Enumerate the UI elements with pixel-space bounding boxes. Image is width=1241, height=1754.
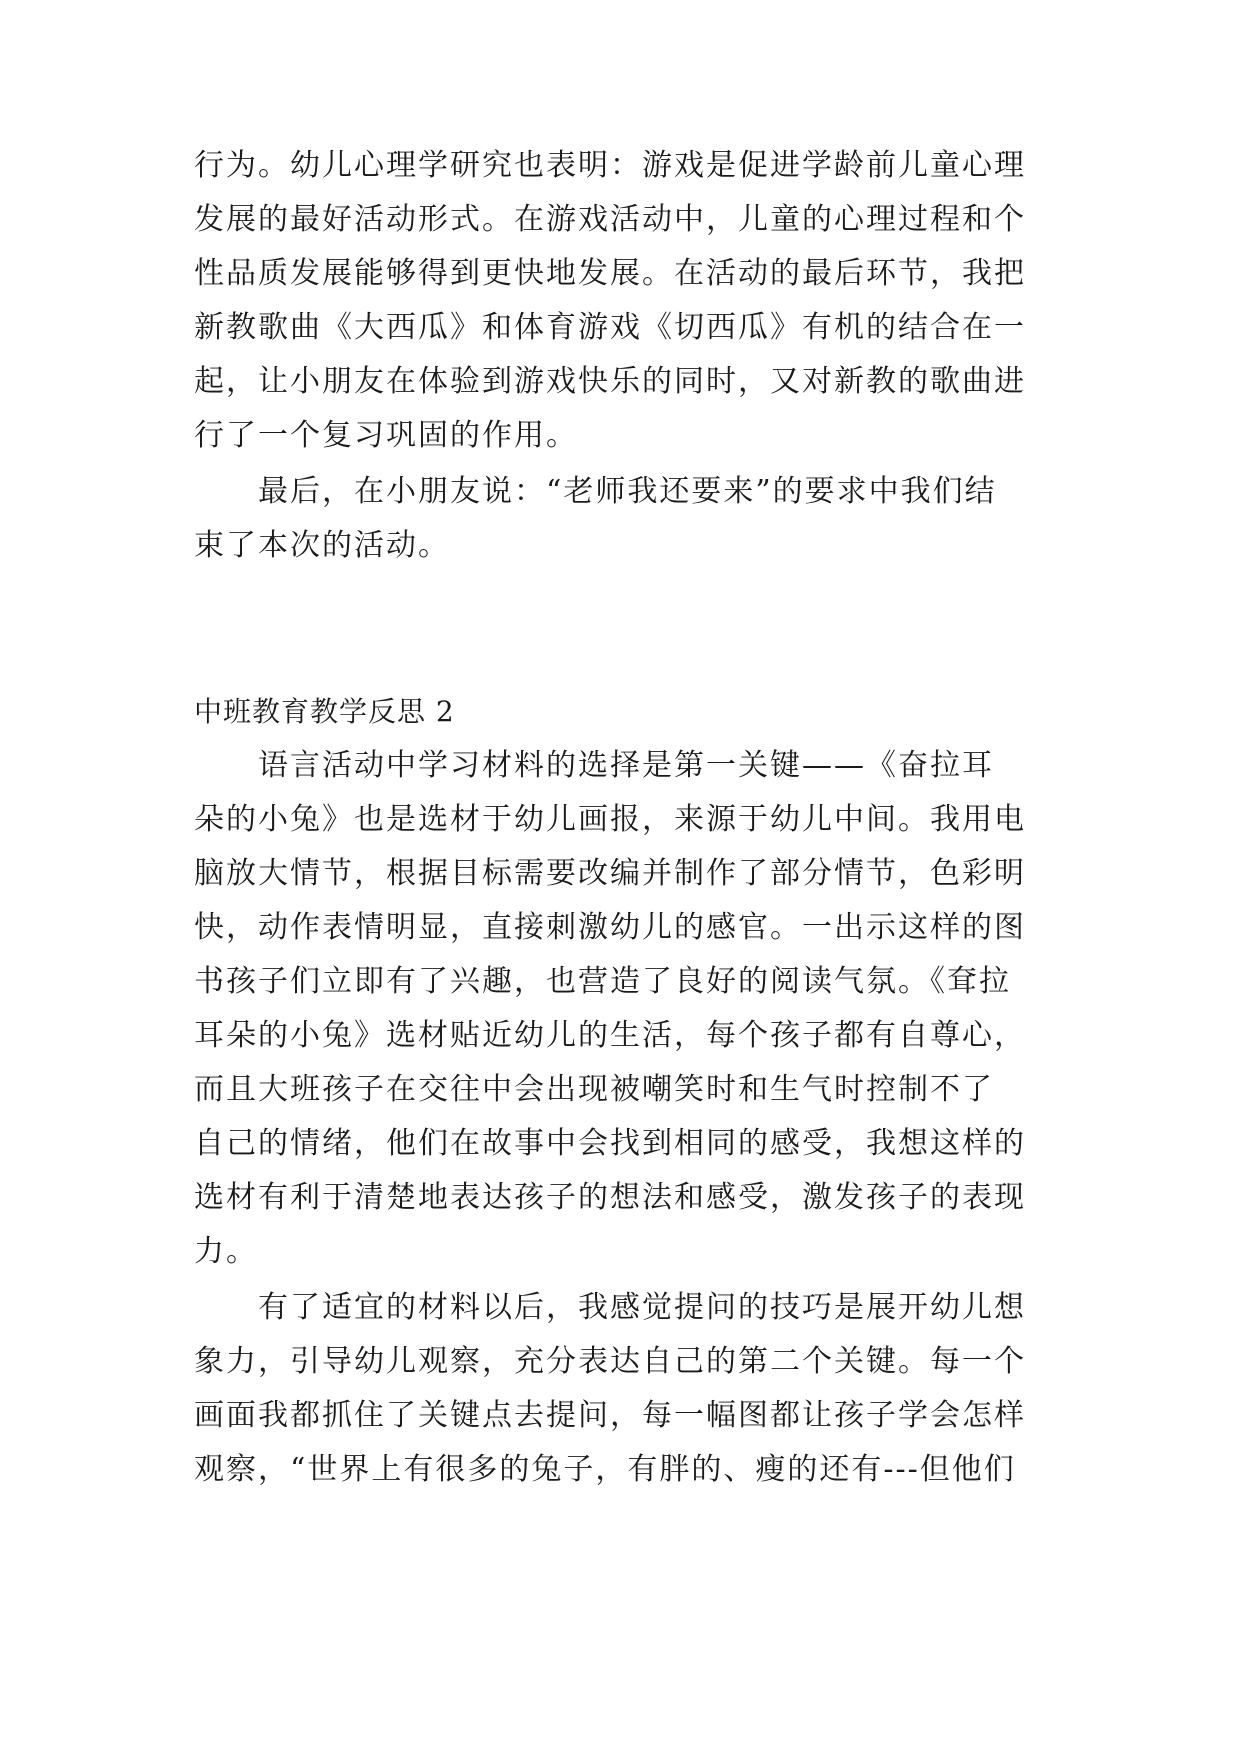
text-line: 语言活动中学习材料的选择是第一关键——《奋拉耳 [258, 748, 994, 783]
text-line: 束了本次的活动。 [194, 528, 450, 563]
text-line: 象力，引导幼儿观察，充分表达自己的第二个关键。每一个 [194, 1344, 1026, 1379]
text-line: 行了一个复习巩固的作用。 [194, 418, 578, 453]
text-line: 而且大班孩子在交往中会出现被嘲笑时和生气时控制不了 [194, 1072, 994, 1107]
text-line: 脑放大情节，根据目标需要改编并制作了部分情节，色彩明 [194, 856, 1026, 891]
text-line: 力。 [194, 1234, 258, 1269]
text-line: 画面我都抓住了关键点去提问，每一幅图都让孩子学会怎样 [194, 1398, 1026, 1433]
text-line: 快，动作表情明显，直接刺激幼儿的感官。一出示这样的图 [194, 910, 1026, 945]
text-line: 最后，在小朋友说：“老师我还要来”的要求中我们结 [258, 474, 997, 509]
text-line: 自己的情绪，他们在故事中会找到相同的感受，我想这样的 [194, 1126, 1026, 1161]
text-line: 发展的最好活动形式。在游戏活动中，儿童的心理过程和个 [194, 202, 1026, 237]
text-line: 起，让小朋友在体验到游戏快乐的同时，又对新教的歌曲进 [194, 364, 1026, 399]
text-line: 新教歌曲《大西瓜》和体育游戏《切西瓜》有机的结合在一 [194, 310, 1026, 345]
text-line: 有了适宜的材料以后，我感觉提问的技巧是展开幼儿想 [258, 1290, 1026, 1325]
text-line: 耳朵的小兔》选材贴近幼儿的生活，每个孩子都有自尊心， [194, 1018, 1026, 1053]
text-line: 书孩子们立即有了兴趣，也营造了良好的阅读气氛。《耷拉 [194, 964, 1011, 999]
text-line: 朵的小兔》也是选材于幼儿画报，来源于幼儿中间。我用电 [194, 802, 1026, 837]
section-heading: 中班教育教学反思 2 [194, 695, 455, 728]
text-line: 观察，“世界上有很多的兔子，有胖的、瘦的还有---但他们 [194, 1452, 1016, 1487]
text-line: 性品质发展能够得到更快地发展。在活动的最后环节，我把 [194, 256, 1026, 291]
text-line: 选材有利于清楚地表达孩子的想法和感受，激发孩子的表现 [194, 1180, 1026, 1215]
text-line: 行为。幼儿心理学研究也表明：游戏是促进学龄前儿童心理 [194, 148, 1026, 183]
